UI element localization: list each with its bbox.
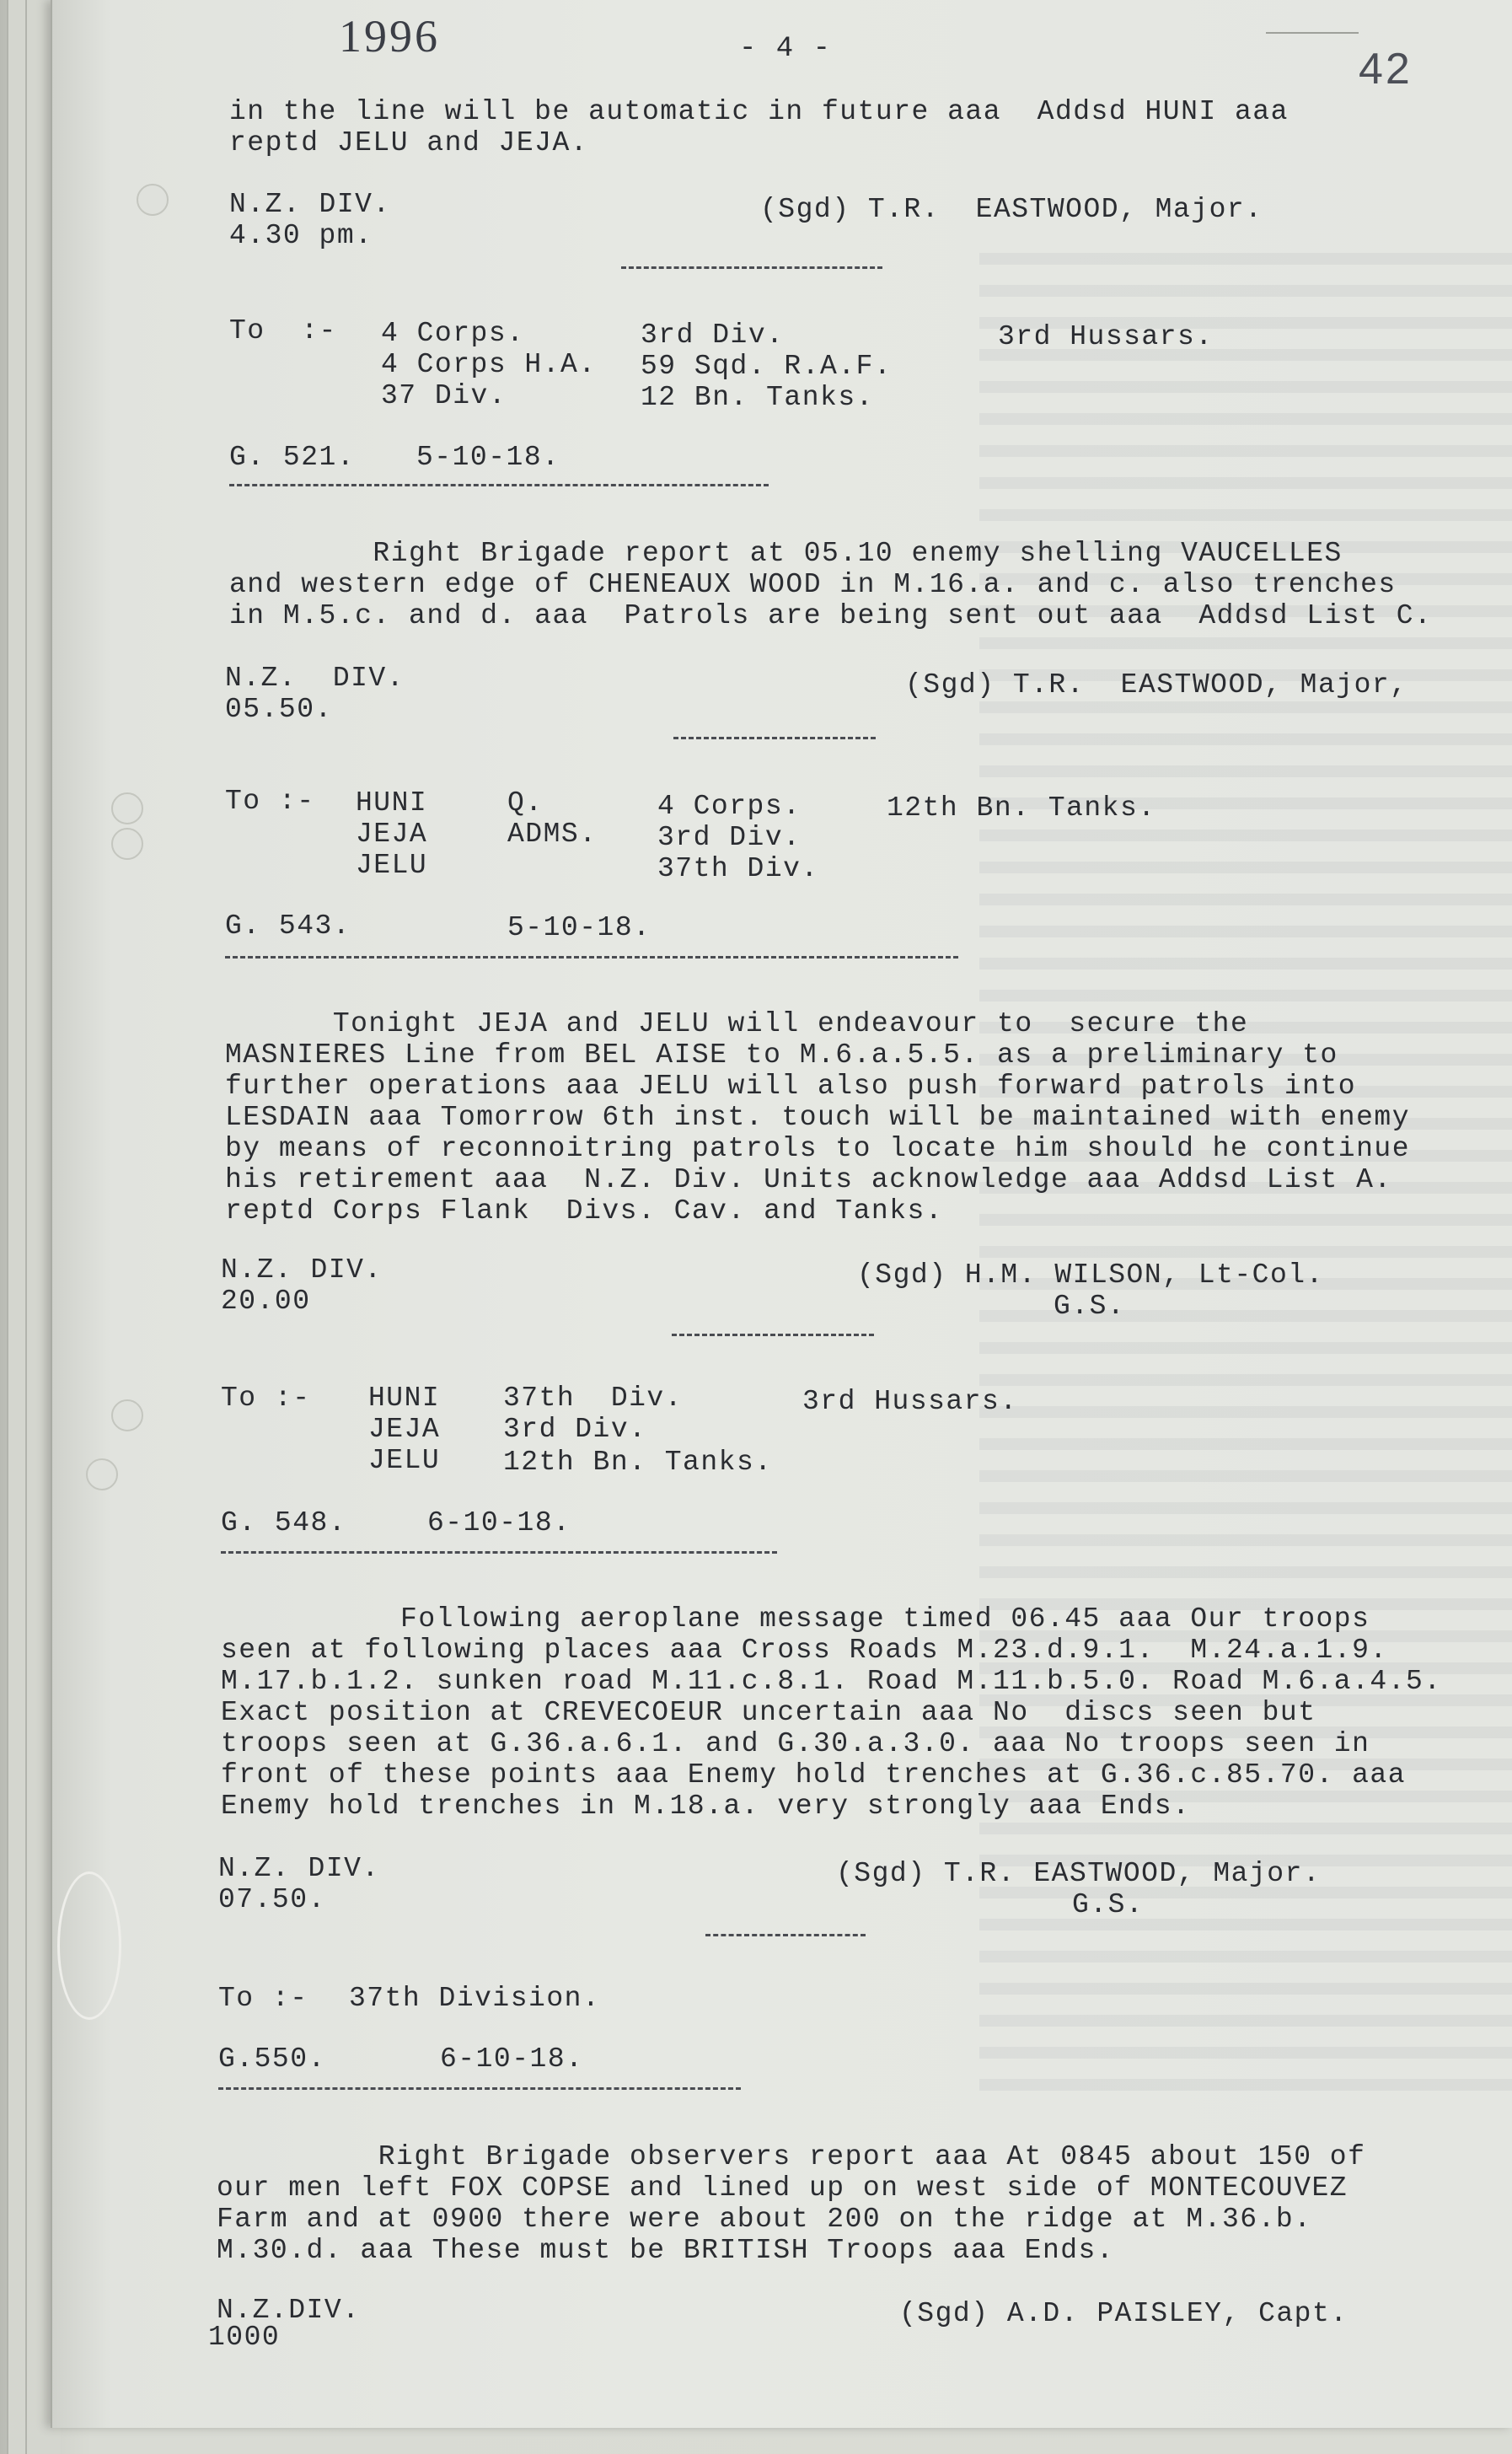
recipient: 3rd Div. [657, 822, 802, 853]
to-label: To :- [229, 315, 337, 346]
message-line: Tonight JEJA and JELU will endeavour to secure the [225, 1008, 1249, 1039]
continuation-line: reptd JELU and JEJA. [229, 127, 589, 158]
message-date: 5-10-18. [416, 442, 560, 473]
time-of-origin: 07.50. [218, 1884, 326, 1915]
signature: (Sgd) T.R. EASTWOOD, Major. [836, 1858, 1322, 1889]
message-line: troops seen at G.36.a.6.1. and G.30.a.3.0. aaa No troops seen in [221, 1728, 1370, 1759]
message-date: 6-10-18. [440, 2043, 584, 2075]
message-line: his retirement aaa N.Z. Div. Units acknowledge aaa Addsd List A. [225, 1164, 1392, 1195]
message-line: Exact position at CREVECOEUR uncertain aaa No discs seen but [221, 1697, 1316, 1728]
punch-hole [111, 1399, 143, 1431]
separator-rule [218, 2087, 741, 2090]
originator: N.Z. DIV. [225, 663, 405, 694]
message-line: Right Brigade report at 05.10 enemy shelling VAUCELLES [229, 538, 1343, 569]
message-line: in M.5.c. and d. aaa Patrols are being sent out aaa Addsd List C. [229, 600, 1433, 631]
separator-rule [229, 484, 769, 486]
recipient: 3rd Hussars. [802, 1386, 1018, 1417]
message-line: Right Brigade observers report aaa At 0845 about 150 of [217, 2141, 1366, 2172]
message-line: Enemy hold trenches in M.18.a. very strongly aaa Ends. [221, 1791, 1191, 1822]
recipient: JEJA [356, 819, 428, 850]
message-line: front of these points aaa Enemy hold trenches at G.36.c.85.70. aaa [221, 1759, 1407, 1791]
recipient: 59 Sqd. R.A.F. [641, 351, 893, 382]
recipient: 12 Bn. Tanks. [641, 382, 874, 413]
file-number: 1996 [339, 11, 440, 62]
message-line: our men left FOX COPSE and lined up on west side of MONTECOUVEZ [217, 2172, 1348, 2204]
message-line: MASNIERES Line from BEL AISE to M.6.a.5.5. as a preliminary to [225, 1039, 1338, 1071]
time-of-origin: 1000 [208, 2322, 281, 2353]
recipient: 37th Div. [503, 1383, 684, 1414]
signature: (Sgd) H.M. WILSON, Lt-Col. [857, 1259, 1324, 1291]
recipient: 3rd Hussars. [998, 321, 1214, 352]
recipient: 4 Corps. [657, 791, 802, 822]
recipient: 3rd Div. [503, 1414, 647, 1445]
separator-rule [705, 1934, 866, 1936]
recipient: ADMS. [507, 819, 598, 850]
message-line: further operations aaa JELU will also push forward patrols into [225, 1071, 1357, 1102]
message-date: 6-10-18. [427, 1507, 571, 1538]
recipient: 37th Div. [657, 853, 819, 884]
recipient: HUNI [356, 787, 428, 819]
recipient: 12th Bn. Tanks. [503, 1447, 773, 1478]
separator-rule [621, 266, 882, 269]
recipient: Q. [507, 787, 544, 819]
punch-hole [137, 184, 169, 216]
binding-thread [57, 1871, 121, 2020]
recipient: JEJA [368, 1414, 441, 1445]
message-line: M.30.d. aaa These must be BRITISH Troops aaa Ends. [217, 2235, 1115, 2266]
message-line: M.17.b.1.2. sunken road M.11.c.8.1. Road M.11.b.5.0. Road M.6.a.4.5. [221, 1666, 1442, 1697]
message-number: G.550. [218, 2043, 326, 2075]
page-marker: - 4 - [739, 33, 832, 65]
signature: (Sgd) T.R. EASTWOOD, Major. [760, 194, 1263, 225]
message-line: Following aeroplane message timed 06.45 aaa Our troops [221, 1603, 1370, 1635]
message-line: by means of reconnoitring patrols to locate him should he continue [225, 1133, 1411, 1164]
message-number: G. 521. [229, 442, 356, 473]
folio-number: 42 [1359, 45, 1413, 94]
message-number: G. 548. [221, 1507, 347, 1538]
recipient: 4 Corps H.A. [381, 349, 597, 380]
continuation-line: in the line will be automatic in future aaa Addsd HUNI aaa [229, 96, 1289, 127]
recipient: 3rd Div. [641, 320, 785, 351]
recipient: 37 Div. [381, 380, 507, 411]
punch-hole [111, 828, 143, 860]
recipient: HUNI [368, 1383, 441, 1414]
recipient: 37th Division. [349, 1983, 601, 2014]
recipient: JELU [368, 1445, 441, 1476]
punch-hole [111, 792, 143, 824]
pencil-mark [1266, 32, 1359, 34]
document-page [51, 0, 1512, 2428]
message-number: G. 543. [225, 910, 351, 942]
time-of-origin: 4.30 pm. [229, 220, 373, 251]
message-line: seen at following places aaa Cross Roads M.23.d.9.1. M.24.a.1.9. [221, 1635, 1388, 1666]
originator: N.Z.DIV. [217, 2295, 361, 2326]
originator: N.Z. DIV. [218, 1853, 380, 1884]
separator-rule [221, 1551, 777, 1554]
to-label: To :- [218, 1983, 308, 2014]
time-of-origin: 20.00 [221, 1286, 311, 1317]
separator-rule [672, 1334, 874, 1336]
separator-rule [673, 737, 876, 739]
message-line: reptd Corps Flank Divs. Cav. and Tanks. [225, 1195, 944, 1227]
punch-hole [86, 1458, 118, 1490]
message-line: LESDAIN aaa Tomorrow 6th inst. touch will be maintained with enemy [225, 1102, 1411, 1133]
signature: (Sgd) A.D. PAISLEY, Capt. [899, 2298, 1348, 2329]
originator: N.Z. DIV. [221, 1254, 383, 1286]
signature: (Sgd) T.R. EASTWOOD, Major, [905, 669, 1408, 701]
appointment: G.S. [1054, 1291, 1126, 1322]
message-date: 5-10-18. [507, 912, 651, 943]
message-line: Farm and at 0900 there were about 200 on the ridge at M.36.b. [217, 2204, 1312, 2235]
time-of-origin: 05.50. [225, 694, 333, 725]
to-label: To :- [221, 1383, 311, 1414]
recipient: 4 Corps. [381, 318, 525, 349]
recipient: JELU [356, 850, 428, 881]
message-line: and western edge of CHENEAUX WOOD in M.16.a. and c. also trenches [229, 569, 1397, 600]
separator-rule [225, 956, 958, 959]
to-label: To :- [225, 786, 315, 817]
appointment: G.S. [1072, 1889, 1145, 1920]
recipient: 12th Bn. Tanks. [887, 792, 1156, 824]
originator: N.Z. DIV. [229, 189, 391, 220]
